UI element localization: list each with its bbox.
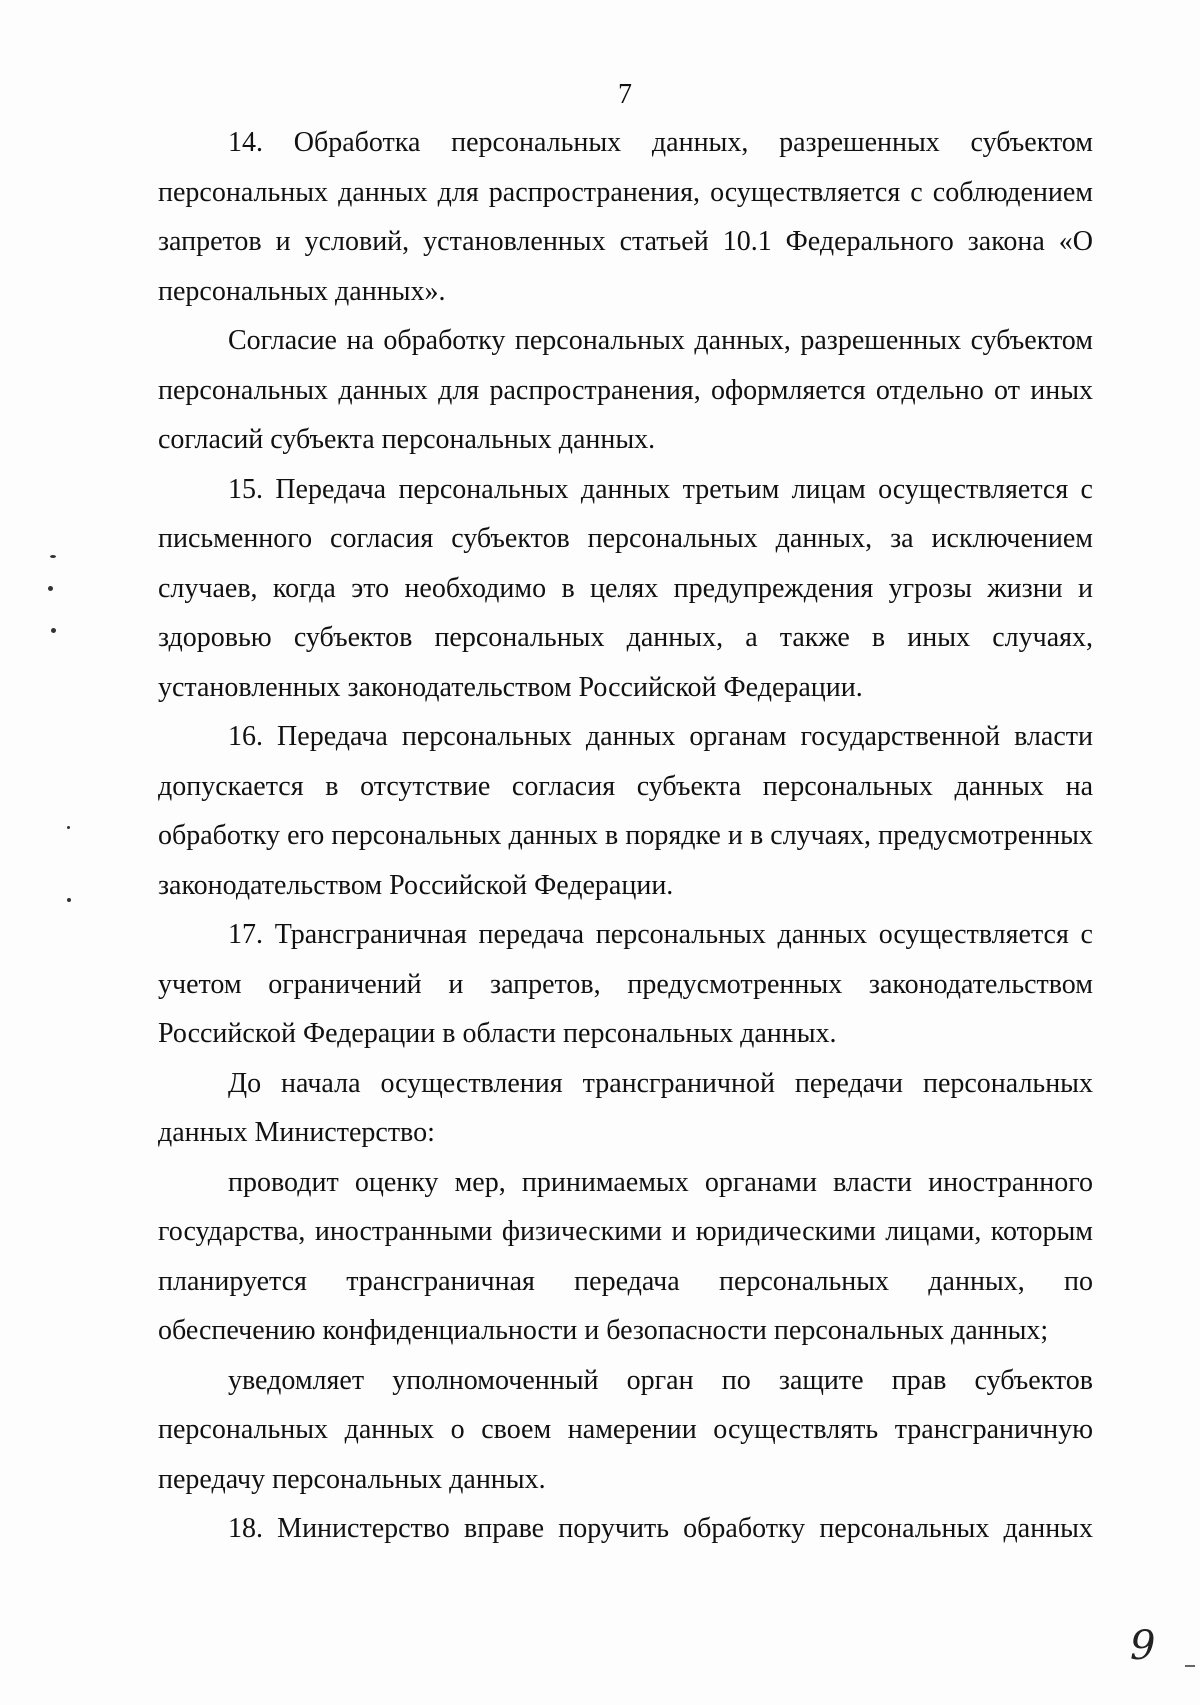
scan-speck: [67, 898, 71, 902]
paragraph-assessment: проводит оценку мер, принимаемых органами власти иностранного государства, иностранными физическими и юридическими лицами, которым планируется трансграничная передача персональных данных, по обеспечению конфиденциальности и безопасности персональных данных;: [158, 1166, 1093, 1346]
paragraph-17: 17. Трансграничная передача персональных данных осуществляется с учетом ограничений и запретов, предусмотренных законодательством Российской Федерации в области персональных данных.: [158, 919, 1093, 1049]
document-body: [158, 118, 1093, 1554]
paragraph-18: 18. Министерство вправе поручить обработку персональных данных: [228, 1513, 1093, 1544]
paragraph-notification: уведомляет уполномоченный орган по защите прав субъектов персональных данных о своем намерении осуществлять трансграничную передачу персональных данных.: [158, 1364, 1093, 1495]
handwritten-sheet-number: 9: [1130, 1623, 1156, 1669]
paragraph-15: 15. Передача персональных данных третьим лицам осуществляется с письменного согласия субъектов персональных данных, за исключением случаев, когда это необходимо в целях предупреждения угрозы жизни и здоровью субъектов персональных данных, а также в иных случаях, установленных законодательством Российской Федерации.: [158, 473, 1093, 703]
page-number: 7: [618, 79, 632, 110]
paragraph-14: 14. Обработка персональных данных, разрешенных субъектом персональных данных для распространения, осуществляется с соблюдением запретов и условий, установленных статьей 10.1 Федерального закона «О персональных данных».: [158, 127, 1093, 307]
scan-speck: [67, 826, 70, 829]
scan-speck: [50, 555, 56, 558]
paragraph-consent: Согласие на обработку персональных данных, разрешенных субъектом персональных данных для распространения, оформляется отдельно от иных согласий субъекта персональных данных.: [158, 325, 1093, 455]
scan-speck: [48, 586, 53, 591]
paragraph-16: 16. Передача персональных данных органам государственной власти допускается в отсутствие согласия субъекта персональных данных на обработку его персональных данных в порядке и в случаях, предусмотренных законодательством Российской Федерации.: [158, 721, 1093, 901]
scan-speck: [51, 628, 56, 633]
scan-mark: [1185, 1665, 1195, 1667]
paragraph-before-transfer: До начала осуществления трансграничной передачи персональных данных Министерство:: [158, 1067, 1093, 1148]
